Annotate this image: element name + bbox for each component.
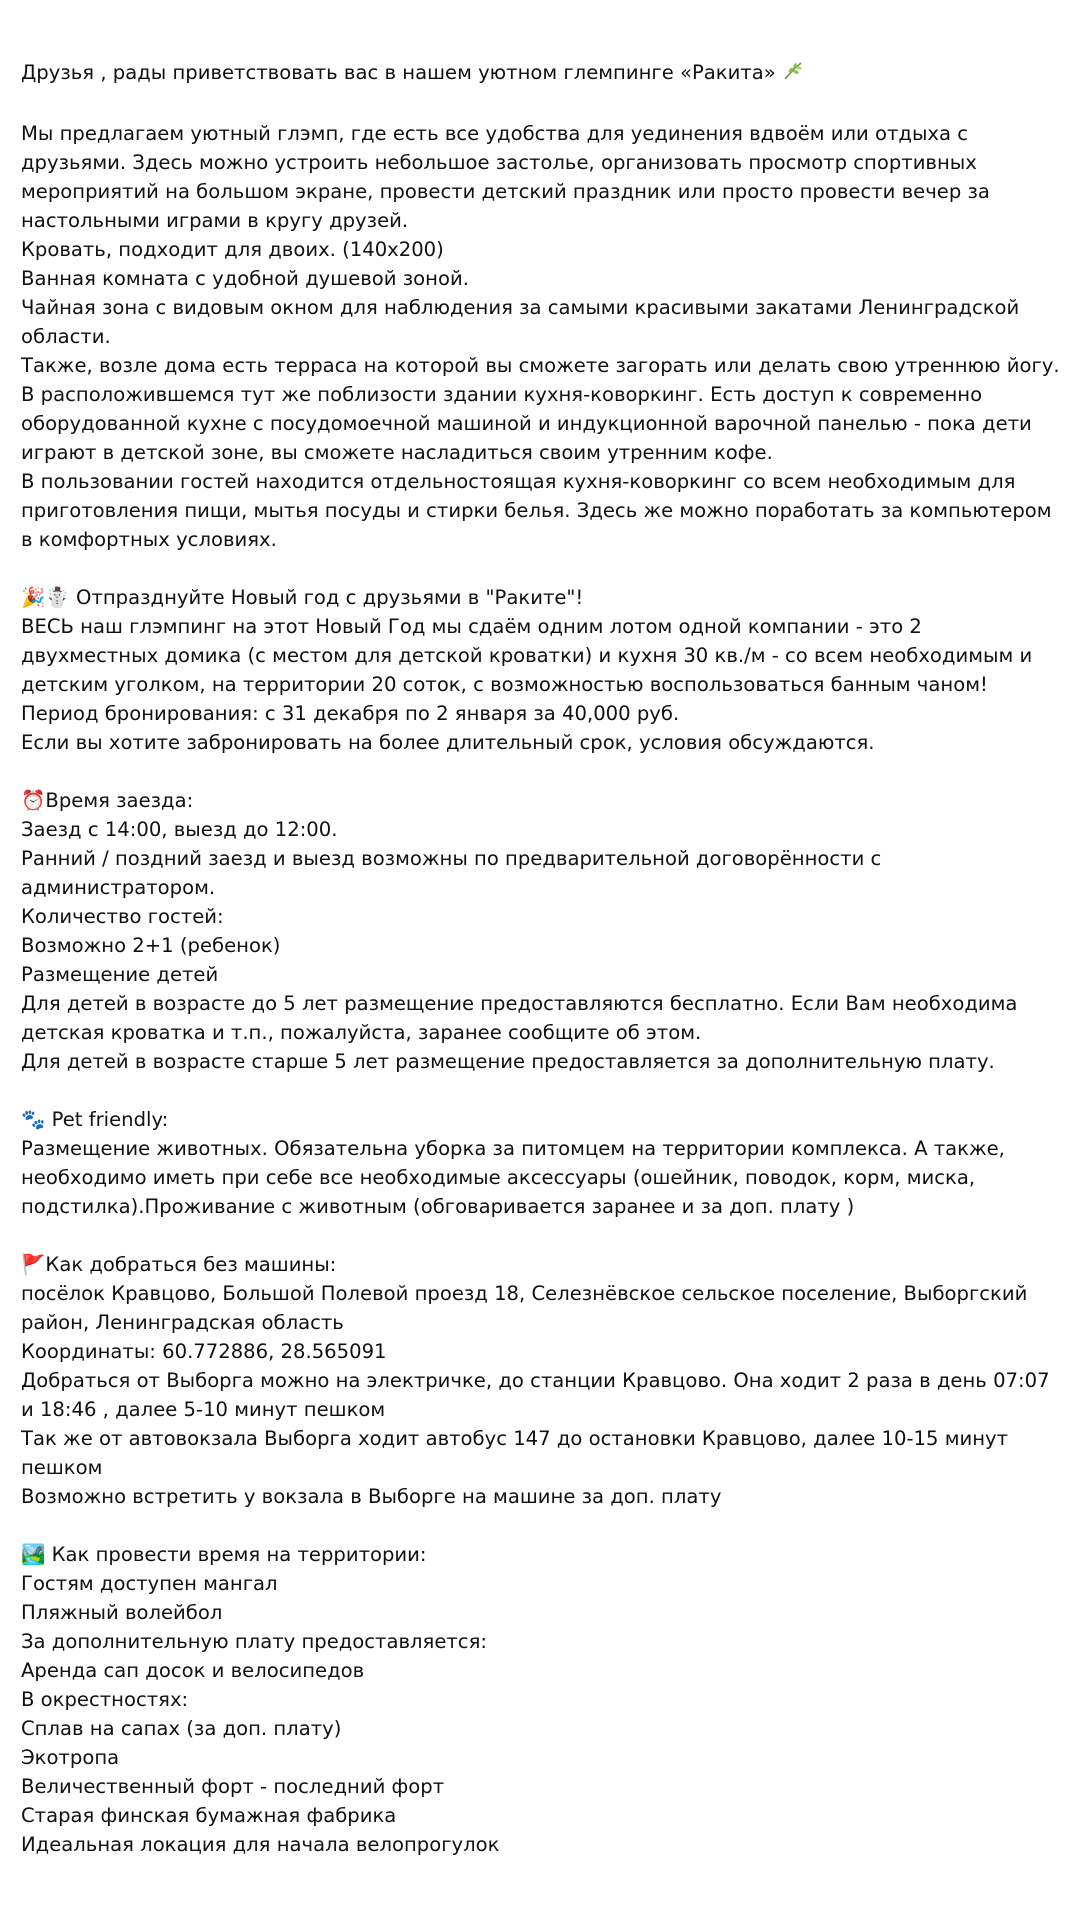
greeting-line [21, 58, 1061, 90]
children-under5: Для детей в возрасте до 5 лет размещение предоставляются бесплатно. Если Вам необходима детская кроватка и т.п., пожалуйста, заранее сообщите об этом. [21, 992, 1018, 1044]
activity-item: Экотропа [21, 1746, 120, 1769]
activity-item: Гостям доступен мангал [21, 1572, 278, 1595]
directions-pickup: Возможно встретить у вокзала в Выборге на машине за доп. плату [21, 1485, 722, 1508]
bed-info: Кровать, подходит для двоих. (140x200) [21, 238, 444, 261]
activities-title-line [21, 1540, 1061, 1569]
greeting-text: Друзья , рады приветствовать вас в нашем уютном глемпинге «Ракита» [21, 61, 776, 84]
activity-item: В окрестностях: [21, 1688, 189, 1711]
new-year-title-line [21, 583, 1061, 612]
checkin-title: Время заезда: [45, 789, 194, 812]
tea-zone-info: Чайная зона с видовым окном для наблюдения за самыми красивыми закатами Ленинградской области. [21, 296, 1020, 348]
directions-title: Как добраться без машины: [45, 1253, 337, 1276]
checkin-title-line [21, 786, 1061, 815]
activity-item: Старая финская бумажная фабрика [21, 1804, 397, 1827]
guests-value: Возможно 2+1 (ребенок) [21, 934, 281, 957]
paw-prints-icon: 🐾 [21, 1108, 46, 1131]
activity-item: Пляжный волейбол [21, 1601, 223, 1624]
landscape-icon: 🏞️ [21, 1543, 46, 1566]
activity-item: Величественный форт - последний форт [21, 1775, 445, 1798]
kitchen-info: В расположившемся тут же поблизости здании кухня-коворкинг. Есть доступ к современно оборудованной кухне с посудомоечной машиной и индукционной варочной панелью - пока дети играют в детской зоне, вы сможете насладиться своим утренним кофе. [21, 383, 1032, 464]
listing-description [21, 58, 1061, 1859]
checkin-times: Заезд с 14:00, выезд до 12:00. [21, 818, 338, 841]
party-snowman-icon: 🎉☃️ [21, 586, 70, 609]
activities-title: Как провести время на территории: [51, 1543, 427, 1566]
coworking-info: В пользовании гостей находится отдельностоящая кухня-коворкинг со всем необходимым для приготовления пищи, мытья посуды и стирки белья. Здесь же можно поработать за компьютером в комфортных условиях. [21, 470, 1052, 551]
directions-train: Добраться от Выборга можно на электричке, до станции Кравцово. Она ходит 2 раза в день 07:07 и 18:46 , далее 5-10 минут пешком [21, 1369, 1050, 1421]
activity-item: За дополнительную плату предоставляется: [21, 1630, 487, 1653]
children-label: Размещение детей [21, 963, 219, 986]
pets-title-line [21, 1105, 1061, 1134]
new-year-longer: Если вы хотите забронировать на более длительный срок, условия обсуждаются. [21, 731, 875, 754]
alarm-clock-icon: ⏰ [21, 789, 46, 812]
guests-label: Количество гостей: [21, 905, 224, 928]
directions-coords: Координаты: 60.772886, 28.565091 [21, 1340, 387, 1363]
pets-text: Размещение животных. Обязательна уборка за питомцем на территории комплекса. А также, необходимо иметь при себе все необходимые аксессуары (ошейник, поводок, корм, миска, подстилка).Проживание с животным (обговаривается заранее и за доп. плату ) [21, 1137, 1005, 1218]
activity-item: Идеальная локация для начала велопрогулок [21, 1833, 500, 1856]
intro-description: Мы предлагаем уютный глэмп, где есть все удобства для уединения вдвоём или отдыха с друзьями. Здесь можно устроить небольшое застолье, организовать просмотр спортивных мероприятий на большом экране, провести детский праздник или просто провести вечер за настольными играми в кругу друзей. [21, 122, 990, 232]
activity-item: Сплав на сапах (за доп. плату) [21, 1717, 342, 1740]
new-year-title: Отпразднуйте Новый год с друзьями в "Раките"! [76, 586, 584, 609]
directions-bus: Так же от автовокзала Выборга ходит автобус 147 до остановки Кравцово, далее 10-15 минут пешком [21, 1427, 1009, 1479]
pets-title: Pet friendly: [51, 1108, 169, 1131]
bathroom-info: Ванная комната с удобной душевой зоной. [21, 267, 469, 290]
new-year-period: Период бронирования: с 31 декабря по 2 января за 40,000 руб. [21, 702, 680, 725]
directions-title-line [21, 1250, 1061, 1279]
red-flag-icon: 🚩 [21, 1253, 46, 1276]
leaf-icon [782, 60, 804, 90]
directions-address: посёлок Кравцово, Большой Полевой проезд 18, Селезнёвское сельское поселение, Выборгский район, Ленинградская область [21, 1282, 1028, 1334]
children-over5: Для детей в возрасте старше 5 лет размещение предоставляется за дополнительную плату. [21, 1050, 995, 1073]
activity-item: Аренда сап досок и велосипедов [21, 1659, 365, 1682]
checkin-early-late: Ранний / поздний заезд и выезд возможны по предварительной договорённости с администратором. [21, 847, 882, 899]
terrace-info: Также, возле дома есть терраса на которой вы сможете загорать или делать свою утреннюю йогу. [21, 354, 1060, 377]
new-year-offer: ВЕСЬ наш глэмпинг на этот Новый Год мы сдаём одним лотом одной компании - это 2 двухместных домика (с местом для детской кроватки) и кухня 30 кв./м - со всем необходимым и детским уголком, на территории 20 соток, с возможностью воспользоваться банным чаном! [21, 615, 1033, 696]
